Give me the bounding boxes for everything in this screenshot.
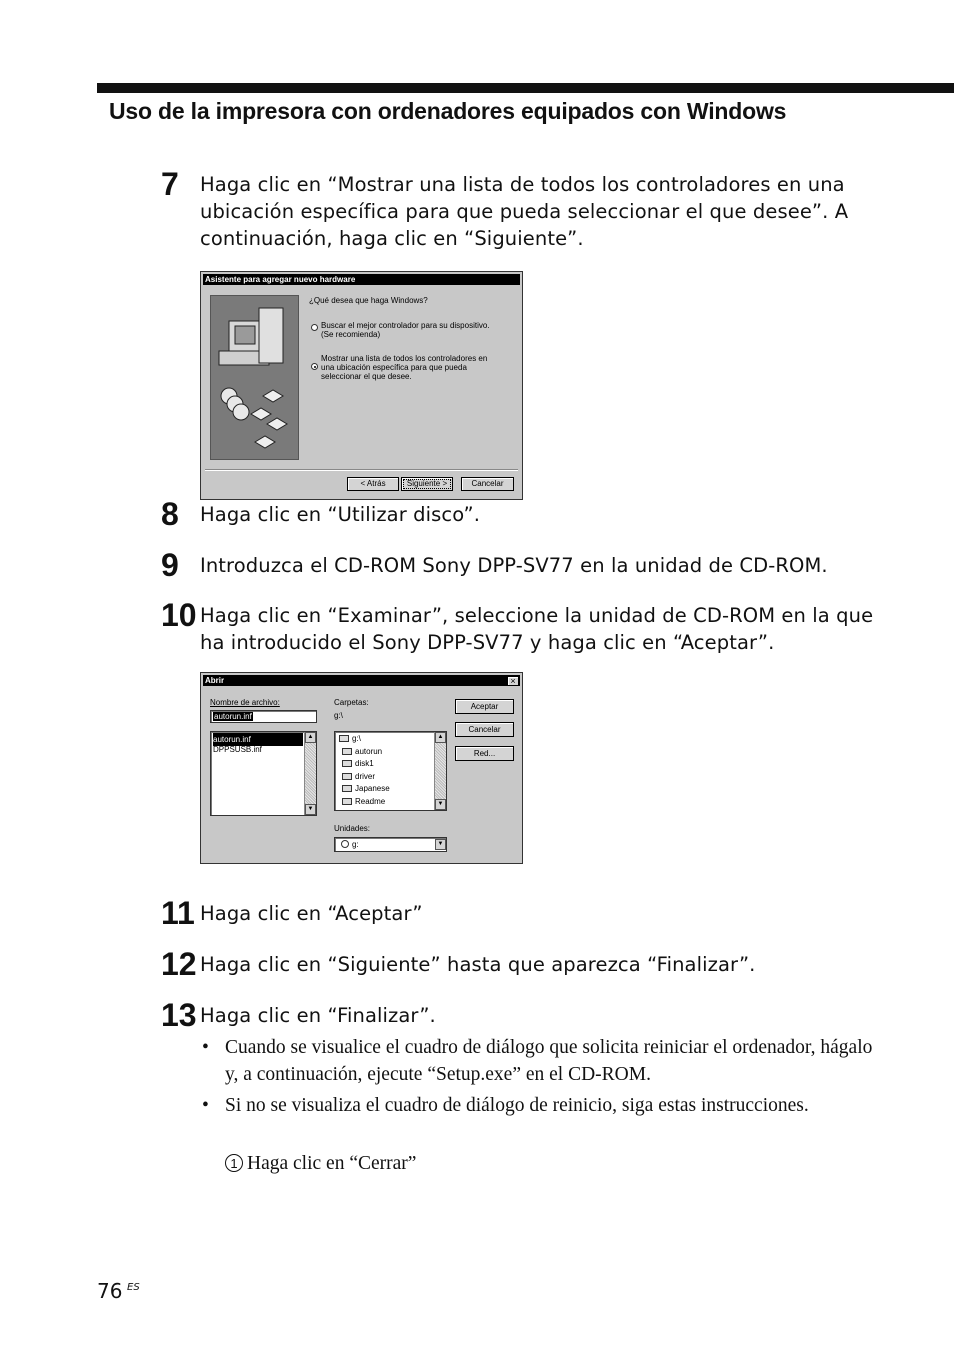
step-text-7: Haga clic en “Mostrar una lista de todos los controladores en una ubicación específica para que pueda seleccionar el que desee”. A continuación, haga clic en “Siguiente”. (200, 173, 849, 250)
step-number-13: 13 (161, 997, 197, 1033)
substep (225, 1150, 885, 1177)
folder-item[interactable]: g:\ (339, 732, 361, 745)
open-folder-icon (339, 735, 349, 742)
step-number-11: 11 (161, 895, 195, 931)
wizard-divider (205, 469, 518, 471)
close-icon[interactable]: × (507, 676, 519, 686)
step-text-11: Haga clic en “Aceptar” (200, 902, 423, 925)
cd-drive-icon (341, 840, 349, 848)
cancel-button[interactable]: Cancelar (461, 477, 514, 491)
step-text-13: Haga clic en “Finalizar”. (200, 1004, 436, 1027)
open-titlebar: Abrir (203, 675, 520, 686)
substep-text: Haga clic en “Cerrar” (247, 1153, 417, 1174)
computer-disks-icon (211, 296, 298, 459)
cancel-button[interactable]: Cancelar (455, 722, 514, 737)
current-path: g:\ (334, 711, 343, 720)
folder-icon (342, 760, 352, 767)
wizard-question: ¿Qué desea que haga Windows? (309, 296, 428, 305)
network-button[interactable]: Red... (455, 746, 514, 761)
step-number-10: 10 (161, 597, 197, 633)
filename-input[interactable] (210, 710, 317, 723)
folder-icon (342, 773, 352, 780)
step-number-12: 12 (161, 946, 197, 982)
page-number: 76 (97, 1279, 123, 1303)
file-item[interactable]: DPPSUSB.inf (213, 745, 262, 754)
folder-item[interactable]: Readme (342, 795, 385, 808)
folder-tree-scrollbar[interactable] (434, 732, 446, 810)
dropdown-arrow-icon[interactable]: ▼ (435, 839, 446, 850)
note-text: Cuando se visualice el cuadro de diálogo que solicita reiniciar el ordenador, hágalo y, a continuación, ejecute “Setup.exe” en el CD-ROM. (225, 1037, 873, 1085)
drives-select[interactable] (334, 837, 447, 852)
page-heading: Uso de la impresora con ordenadores equipados con Windows (109, 98, 787, 124)
add-hardware-wizard-dialog (200, 271, 523, 500)
step-number-9: 9 (161, 547, 179, 583)
filename-label: Nombre de archivo: (210, 698, 280, 707)
note-text: Si no se visualiza el cuadro de diálogo de reinicio, siga estas instrucciones. (225, 1095, 809, 1116)
wizard-illustration (210, 295, 299, 460)
option-search-label: Buscar el mejor controlador para su dispositivo. (Se recomienda) (321, 321, 490, 339)
wizard-titlebar: Asistente para agregar nuevo hardware (203, 274, 520, 285)
file-list-scrollbar[interactable] (304, 732, 316, 815)
circled-number: 1 (225, 1154, 243, 1172)
folder-item[interactable]: driver (342, 770, 375, 783)
folder-icon (342, 798, 352, 805)
folder-tree[interactable] (334, 731, 447, 811)
scroll-down-icon[interactable]: ▼ (435, 799, 446, 810)
note-bullet: • (202, 1095, 209, 1116)
step-number-7: 7 (161, 166, 179, 202)
folder-icon (342, 748, 352, 755)
option-search-radio[interactable] (311, 324, 318, 331)
ok-button[interactable]: Aceptar (455, 699, 514, 714)
step-text-8: Haga clic en “Utilizar disco”. (200, 503, 481, 526)
scroll-up-icon[interactable]: ▲ (435, 732, 446, 743)
folder-icon (342, 785, 352, 792)
step-text-12: Haga clic en “Siguiente” hasta que aparezca “Finalizar”. (200, 953, 756, 976)
folder-item[interactable]: autorun (342, 745, 382, 758)
scroll-down-icon[interactable]: ▼ (305, 804, 316, 815)
back-button[interactable]: < Atrás (347, 477, 399, 491)
language-code: ES (127, 1282, 140, 1293)
header-rule (97, 83, 954, 93)
file-item[interactable]: autorun.inf (213, 733, 303, 746)
open-file-dialog (200, 672, 523, 864)
file-list[interactable] (210, 731, 317, 816)
drive-value: g: (352, 840, 359, 849)
option-list-label: Mostrar una lista de todos los controladores en una ubicación específica para que pueda seleccionar el que desee. (321, 354, 488, 381)
scroll-up-icon[interactable]: ▲ (305, 732, 316, 743)
next-button[interactable]: Siguiente > (401, 477, 453, 491)
note-bullet: • (202, 1037, 209, 1058)
option-list-radio[interactable] (311, 363, 318, 370)
filename-value: autorun.inf (214, 712, 252, 721)
step-text-9: Introduzca el CD-ROM Sony DPP-SV77 en la unidad de CD-ROM. (200, 554, 828, 577)
step-text-10: Haga clic en “Examinar”, seleccione la unidad de CD-ROM en la que ha introducido el Sony DPP-SV77 y haga clic en “Aceptar”. (200, 604, 874, 654)
folder-item[interactable]: disk1 (342, 757, 374, 770)
folders-label: Carpetas: (334, 698, 369, 707)
drives-label: Unidades: (334, 824, 371, 833)
folder-item[interactable]: Japanese (342, 782, 390, 795)
step-number-8: 8 (161, 496, 179, 532)
